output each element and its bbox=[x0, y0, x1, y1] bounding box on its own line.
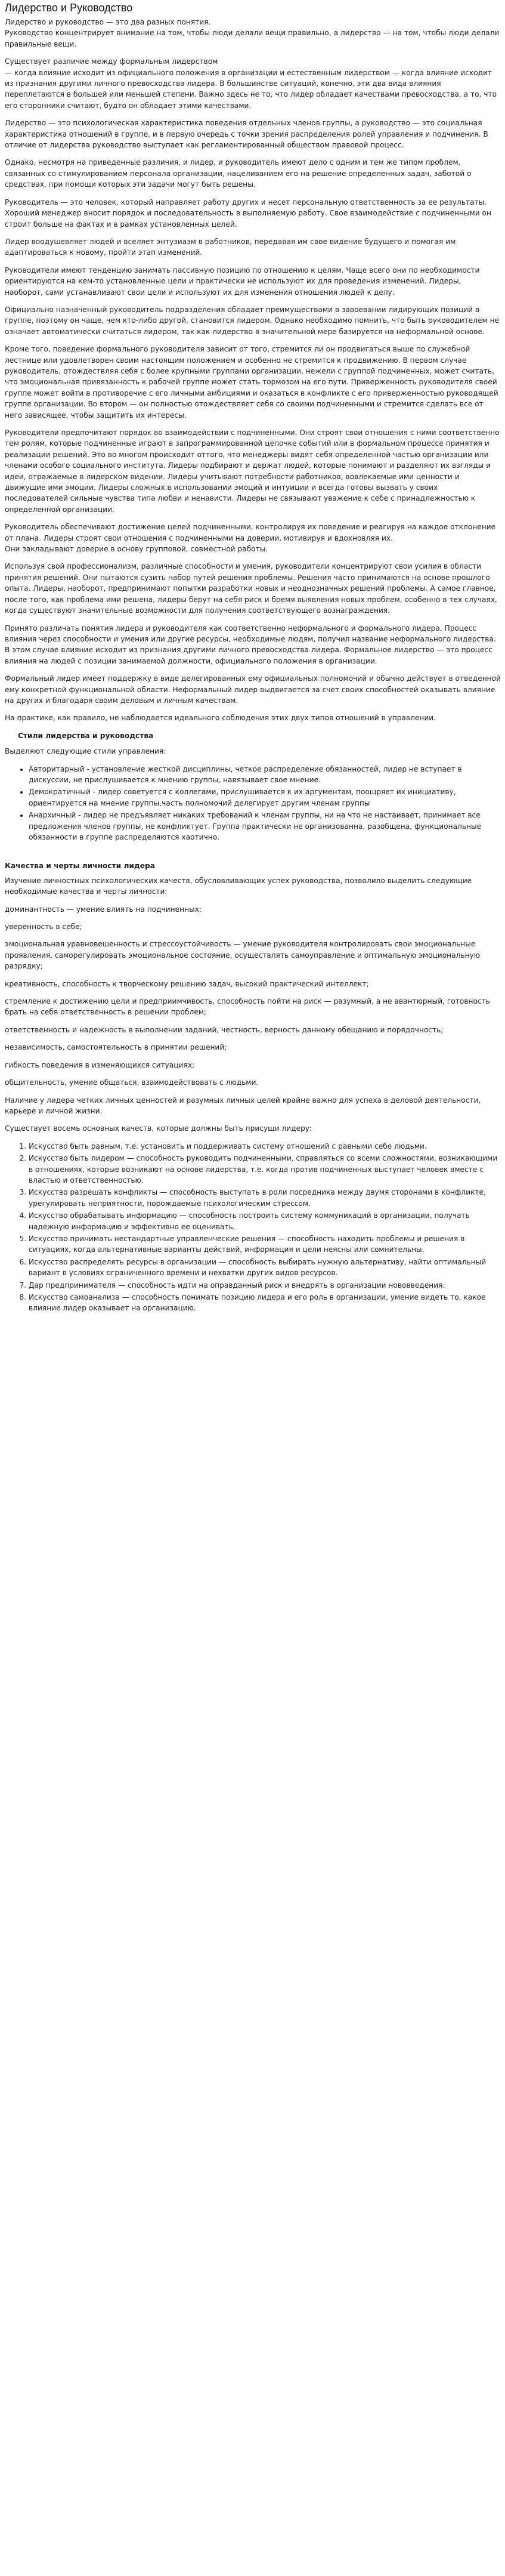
list-item: • Авторитарный - установление жесткой дисциплины, четкое распределение обязанностей, лидер не вступает в дискуссии, не прислушивается к мнению группы, навязывает свое мнение. bbox=[29, 764, 501, 786]
list-item: 7. Дар предпринимателя — способность идти на оправданный риск и внедрять в организации нововведения. bbox=[29, 1280, 501, 1291]
list-item: 2. Искусство быть лидером — способность руководить подчиненными, справляться со всеми сложностями, возникающими в отношениях, которые возникают на основе лидерства, т.е. когда против подчиненных выступает человек вместе с властью и ответственностью. bbox=[29, 1153, 501, 1186]
paragraph: стремление к достижению цели и предприимчивость, способность пойти на риск — разумный, а не авантюрный, готовность брать на себя ответственность в решении проблем; bbox=[5, 997, 490, 1017]
paragraph: Изучение личностных психологических качеств, обусловливающих успех руководства, позволило выделить следующие необходимые качества и черты личности: bbox=[5, 876, 472, 896]
paragraph: креативность, способность к творческому решению задач, высокий практический интеллект; bbox=[5, 979, 369, 988]
paragraph: Принято различать понятия лидера и руководителя как соответственно неформального и формального лидера. Процесс влияния через способности и умения или другие ресурсы, необходимые людям, получил название неформального лидерства. В этом случае влияние исходит из признания другими личного превосходства лидера. Формальное лидерство — это процесс влияния на людей с позиции занимаемой должности, официального положения в организации. bbox=[5, 624, 496, 665]
paragraph: гибкость поведения в изменяющихся ситуациях; bbox=[5, 1060, 195, 1069]
qualities-heading: Качества и черты личности лидера bbox=[5, 862, 155, 871]
list-item: • Анархичный - лидер не предъявляет никаких требований к членам группы, ни на что не настаивает, принимает все предложения членов группы, не конфликтует. Группа практически не организованна, разобщена, функциональные обязанности в группе распределяются хаотично. bbox=[29, 810, 501, 843]
styles-list bbox=[5, 764, 501, 843]
paragraph: Руководители предпочитают порядок во взаимодействии с подчиненными. Они строят свои отношения с ними соответственно тем ролям, которые подчиненные играют в запрограммированной цепочке событий или в формальном процессе принятия и реализации решений. Это во многом происходит оттого, что менеджеры видят себя определенной частью организации или членами особого социального института. Лидеры подбирают и держат людей, которые понимают и разделяют их взгляды и идеи, отражаемые в лидерском видении. Лидеры учитывают потребности работников, вовлекаемые ими ценности и движущие ими эмоции. Лидеры сложных в использовании эмоций и интуиции и всегда готовы вызвать у своих последователей сильные чувства типа любви и ненависти. Лидеры не связывают уважение к себе с принадлежностью к определенной организации. bbox=[5, 428, 500, 514]
styles-intro: Выделяют следующие стили управления: bbox=[5, 747, 166, 756]
styles-heading: Стили лидерства и руководства bbox=[18, 731, 154, 740]
list-item: • Демократичный - лидер советуется с коллегами, прислушивается к их аргументам, поощряет их инициативу, ориентируется на мнение группы,часть полномочий делегирует другим членам группы bbox=[29, 786, 501, 809]
paragraph: Лидерство — это психологическая характеристика поведения отдельных членов группы, а руководство — это социальная характеристика отношений в группе, и в первую очередь с точки зрения распределения ролей управления и подчинения. В отличие от лидерства руководство выступает как регламентированный обществом правовой процесс. bbox=[5, 119, 488, 150]
qualities-section bbox=[5, 875, 501, 1134]
paragraph: Используя свой профессионализм, различные способности и умения, руководители концентрируют свои усилия в области принятия решений. Они пытаются сузить набор путей решения проблемы. Решения часто принимаются на основе прошлого опыта. Лидеры, наоборот, предпринимают попытки разработки новых и неоднозначных решений проблемы. А самое главное, после того, как проблема ими решена, лидеры берут на себя риск и бремя выявления новых проблем, особенно в тех случаях, когда существуют значительные возможности для получения соответствующего вознаграждения. bbox=[5, 562, 497, 615]
list-item: 3. Искусство разрешать конфликты — способность выступать в роли посредника между двумя сторонами в конфликте, урегулировать неприятности, порождаемые психологическим стрессом. bbox=[29, 1187, 501, 1209]
paragraph: Лидер воодушевляет людей и вселяет энтузиазм в работников, передавая им свое видение будущего и помогая им адаптироваться к новому, пройти этап изменений. bbox=[5, 237, 456, 257]
intro-section bbox=[5, 17, 501, 724]
paragraph: Существует восемь основных качеств, которые должны быть присущи лидеру: bbox=[5, 1124, 312, 1133]
list-item: 5. Искусство принимать нестандартные управленческие решения — способность находить проблемы и решения в ситуациях, когда альтернативные варианты действий, информация и цели неясны или сомнительны. bbox=[29, 1233, 501, 1255]
paragraph: Кроме того, поведение формального руководителя зависит от того, стремится ли он продвигаться выше по служебной лестнице или удовлетворен своим настоящим положением и особенно не стремится к продвижению. В первом случае руководитель, отождествляя себя с более крупными группами организации, нежели с группой подчиненных, может считать, что эмоциональная привязанность к рабочей группе может стать тормозом на его пути. Приверженность руководителя своей группе может войти в противоречие с его личными амбициями и оказаться в конфликте с его приверженностью руководящей группе организации. Во втором — он полностью отождествляет себя со своими подчиненными и стремится сделать все от него зависящее, чтобы защитить их интересы. bbox=[5, 345, 498, 419]
paragraph: доминантность — умение влиять на подчиненных; bbox=[5, 905, 202, 914]
leader-qualities-list bbox=[5, 1141, 501, 1314]
paragraph: Существует различие между формальным лидерством — когда влияние исходит из официального положения в организации и естественным лидерством — когда влияние исходит из признания другими личного превосходства лидера. В большинстве ситуаций, конечно, эти два вида влияния переплетаются в большей или меньшей степени. Важно здесь не то, что лидер обладает качествами превосходства, а то, что его сторонники считают, будто он обладает этими качествами. bbox=[5, 57, 497, 110]
paragraph: Руководители имеют тенденцию занимать пассивную позицию по отношению к целям. Чаще всего они по необходимости ориентируются на кем-то установленные цели и практически не используют их для проведения изменений. Лидеры, наоборот, сами устанавливают свои цели и используют их для изменения отношения людей к делу. bbox=[5, 266, 480, 297]
page-title: Лидерство и Руководство bbox=[5, 2, 133, 14]
paragraph: эмоциональная уравновешенность и стрессоустойчивость — умение руководителя контролировать свои эмоциональные проявления, саморегулировать эмоциональное состояние, осуществлять самоуправление и оптимальную эмоциональную разрядку; bbox=[5, 940, 481, 971]
list-item: 8. Искусство самоанализа — способность понимать позицию лидера и его роль в организации, умение видеть то, какое влияние лидер оказывает на организацию. bbox=[29, 1292, 501, 1314]
paragraph: общительность, умение общаться, взаимодействовать с людьми. bbox=[5, 1078, 259, 1087]
paragraph: ответственность и надежность в выполнении заданий, честность, верность данному обещанию и порядочность; bbox=[5, 1025, 444, 1034]
list-item: 6. Искусство распределять ресурсы в организации — способность выбирать нужную альтернативу, найти оптимальный вариант в условиях ограниченного времени и нехватки других видов ресурсов. bbox=[29, 1257, 501, 1279]
paragraph: Наличие у лидера четких личных ценностей и разумных личных целей крайне важно для успеха в деловой деятельности, карьере и личной жизни. bbox=[5, 1096, 481, 1115]
paragraph: Однако, несмотря на приведенные различия, и лидер, и руководитель имеют дело с одним и тем же типом проблем, связанных со стимулированием персонала организации, нацеливанием его на решение определенных задач, заботой о средствах, при помощи которых эти задачи могут быть решены. bbox=[5, 158, 472, 189]
paragraph: Формальный лидер имеет поддержку в виде делегированных ему официальных полномочий и обычно действует в отведенной ему конкретной функциональной области. Неформальный лидер выдвигается за счет своих способностей оказывать влияние на других и благодаря своим деловым и личным качествам. bbox=[5, 674, 501, 705]
paragraph: Лидерство и руководство — это два разных понятия. Руководство концентрирует внимание на том, чтобы люди делали вещи правильно, а лидерство — на том, чтобы люди делали правильные вещи. bbox=[5, 18, 500, 48]
paragraph: На практике, как правило, не наблюдается идеального соблюдения этих двух типов отношений в управлении. bbox=[5, 714, 436, 723]
paragraph: Официально назначенный руководитель подразделения обладает преимуществами в завоевании лидирующих позиций в группе, поэтому он чаще, чем кто-либо другой, становится лидером. Однако необходимо помнить, что быть руководителем не означает автоматически считаться лидером, так как лидерство в значительной мере базируется на неформальной основе. bbox=[5, 305, 500, 336]
paragraph: независимость, самостоятельность в принятии решений; bbox=[5, 1043, 227, 1052]
paragraph: уверенность в себе; bbox=[5, 923, 82, 931]
paragraph: Руководитель — это человек, который направляет работу других и несет персональную ответственность за ее результаты. Хороший менеджер вносит порядок и последовательность в выполняемую работу. Свое взаимодействие с подчиненными он строит больше на фактах и в рамках установленных целей. bbox=[5, 198, 491, 229]
list-item: 1. Искусство быть равным, т.е. установить и поддерживать систему отношений с равными себе людьми. bbox=[29, 1141, 501, 1152]
list-item: 4. Искусство обрабатывать информацию — способность построить систему коммуникаций в организации, получать надежную информацию и эффективно ее оценивать. bbox=[29, 1210, 501, 1232]
paragraph: Руководитель обеспечивают достижение целей подчиненными, контролируя их поведение и реагируя на каждое отклонение от плана. Лидеры строят свои отношения с подчиненными на доверии, мотивируя и вдохновляя их. Они закладывают доверие в основу групповой, совместной работы. bbox=[5, 523, 496, 554]
